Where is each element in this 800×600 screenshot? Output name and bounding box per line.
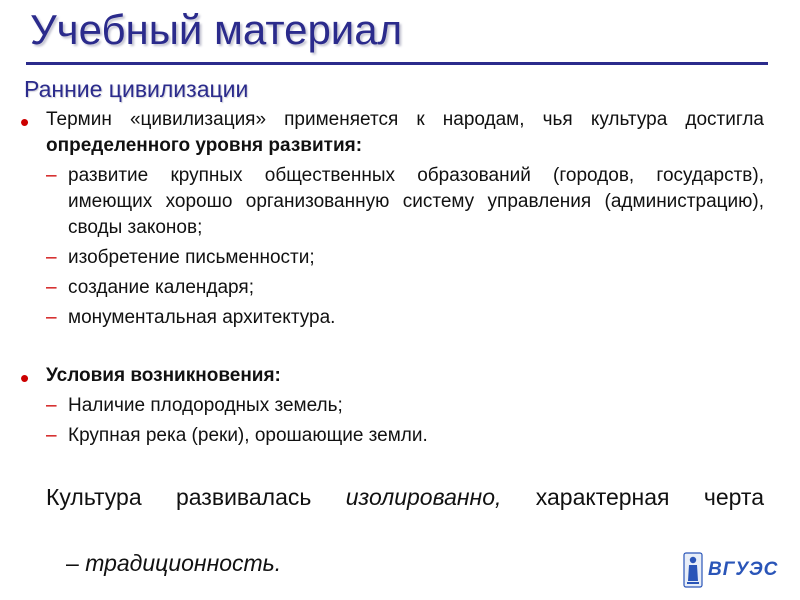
- conclusion-paragraph: [46, 481, 764, 580]
- dash-icon: –: [46, 395, 57, 416]
- list-item: развитие крупных общественных образований (городов, государств), имеющих хорошо организованную систему управления (администрацию), своды законов;: [68, 165, 764, 238]
- dash-icon: –: [46, 247, 57, 268]
- conclusion-dash: –: [66, 550, 86, 576]
- logo-text: ВГУЭС: [708, 559, 779, 580]
- list-item: Наличие плодородных земель;: [68, 395, 343, 416]
- definition-text: Термин «цивилизация» применяется к народам, чья культура достигла: [46, 109, 764, 130]
- slide-subtitle: Ранние цивилизации: [24, 76, 249, 102]
- dash-icon: –: [46, 425, 57, 446]
- conclusion-italic: изолированно,: [345, 484, 502, 510]
- conclusion-italic: традиционность.: [85, 550, 282, 576]
- list-item: монументальная архитектура.: [68, 307, 336, 328]
- conclusion-text: Культура развивалась: [46, 484, 346, 510]
- title-divider: [26, 62, 768, 65]
- dash-icon: –: [46, 307, 57, 328]
- bullet-icon: •: [20, 363, 30, 393]
- conditions-heading: [46, 363, 764, 389]
- university-logo: [682, 550, 780, 590]
- definition-bold-text: определенного уровня развития:: [46, 135, 363, 156]
- slide-title: Учебный материал: [30, 6, 403, 53]
- list-item: Крупная река (реки), орошающие земли.: [68, 425, 428, 446]
- conditions-heading-text: Условия возникновения:: [46, 365, 281, 386]
- conclusion-line-2: [46, 547, 764, 580]
- conclusion-line-1: [46, 484, 764, 543]
- conclusion-text: характерная черта: [501, 484, 764, 510]
- dash-icon: –: [46, 277, 57, 298]
- bullet-icon: •: [20, 107, 30, 137]
- university-emblem-icon: [682, 551, 704, 589]
- list-item: создание календаря;: [68, 277, 254, 298]
- definition-paragraph: [46, 107, 764, 159]
- list-item: изобретение письменности;: [68, 247, 315, 268]
- dash-icon: –: [46, 165, 57, 186]
